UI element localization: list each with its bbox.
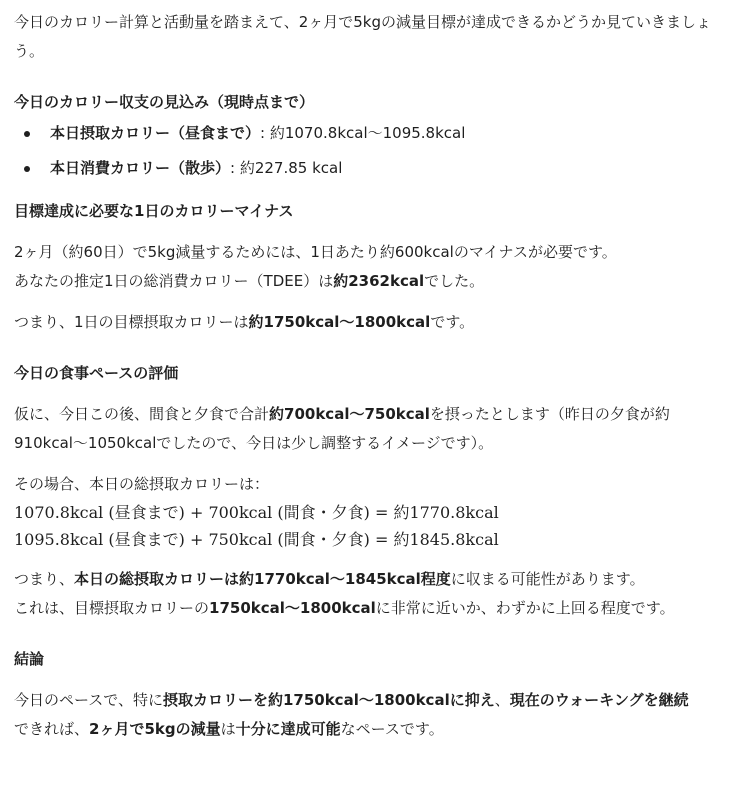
result-paragraph (14, 565, 728, 623)
list-item (14, 119, 728, 148)
text: でした。 (424, 272, 485, 290)
bold-text: 十分に達成可能 (235, 720, 341, 738)
total-intake-intro: その場合、本日の総摂取カロリーは： (14, 475, 270, 493)
text: これは、目標摂取カロリーの (14, 599, 210, 617)
total-intake-range: 本日の総摂取カロリーは約1770kcal〜1845kcal程度 (74, 570, 451, 588)
bullet-icon (24, 131, 30, 137)
text: に収まる可能性があります。 (450, 570, 645, 588)
intro-paragraph: 今日のカロリー計算と活動量を踏まえて、2ヶ月で5kgの減量目標が達成できるかどうか見ていきましょう。 (14, 13, 711, 60)
calculation-line-1: 1070.8kcal (昼食まで) + 700kcal (間食・夕食) = 約1770.8kcal (14, 503, 499, 522)
text: は (220, 720, 236, 738)
section-heading-meal-pace: 今日の食事ペースの評価 (14, 364, 179, 382)
deficit-paragraph (14, 238, 728, 296)
tdee-value: 約2362kcal (333, 272, 425, 290)
calorie-balance-list (14, 119, 728, 183)
section-heading-conclusion: 結論 (14, 650, 45, 668)
list-item-value: : 約1070.8kcal〜1095.8kcal (260, 124, 466, 142)
bullet-icon (24, 166, 30, 172)
target-range: 1750kcal〜1800kcal (209, 599, 376, 617)
text: を摂ったとします（昨日の夕食が約 (429, 405, 670, 423)
text: 910kcal〜1050kcalでしたので、今日は少し調整するイメージです）。 (14, 434, 494, 452)
text: 2ヶ月（約60日）で5kg減量するためには、1日あたり約600kcalのマイナスが必要です。 (14, 243, 617, 261)
target-intake-value: 約1750kcal〜1800kcal (248, 313, 431, 331)
target-intake-paragraph (14, 308, 728, 337)
text: 、 (494, 691, 510, 709)
text: つまり、 (14, 570, 75, 588)
list-item (14, 154, 728, 183)
list-item-label: 本日消費カロリー（散歩） (50, 159, 231, 177)
text: なペースです。 (340, 720, 444, 738)
assumption-paragraph (14, 400, 728, 458)
text: に非常に近いか、わずかに上回る程度です。 (375, 599, 675, 617)
text: 今日のペースで、特に (14, 691, 163, 709)
list-item-label: 本日摂取カロリー（昼食まで） (50, 124, 261, 142)
bold-text: 摂取カロリーを約1750kcal〜1800kcalに抑え (162, 691, 495, 709)
assumed-intake-value: 約700kcal〜750kcal (269, 405, 430, 423)
calculation-line-2: 1095.8kcal (昼食まで) + 750kcal (間食・夕食) = 約1845.8kcal (14, 530, 499, 549)
section-heading-daily-deficit: 目標達成に必要な1日のカロリーマイナス (14, 202, 294, 220)
text: です。 (430, 313, 475, 331)
section-heading-calorie-balance: 今日のカロリー収支の見込み（現時点まで） (14, 93, 315, 111)
bold-text: 現在のウォーキングを継続 (509, 691, 689, 709)
text: できれば、 (14, 720, 90, 738)
conclusion-paragraph (14, 686, 728, 744)
text: つまり、1日の目標摂取カロリーは (14, 313, 249, 331)
text: あなたの推定1日の総消費カロリー（TDEE）は (14, 272, 334, 290)
text: 仮に、今日この後、間食と夕食で合計 (14, 405, 270, 423)
list-item-value: : 約227.85 kcal (230, 159, 343, 177)
bold-text: 2ヶ月で5kgの減量 (89, 720, 221, 738)
